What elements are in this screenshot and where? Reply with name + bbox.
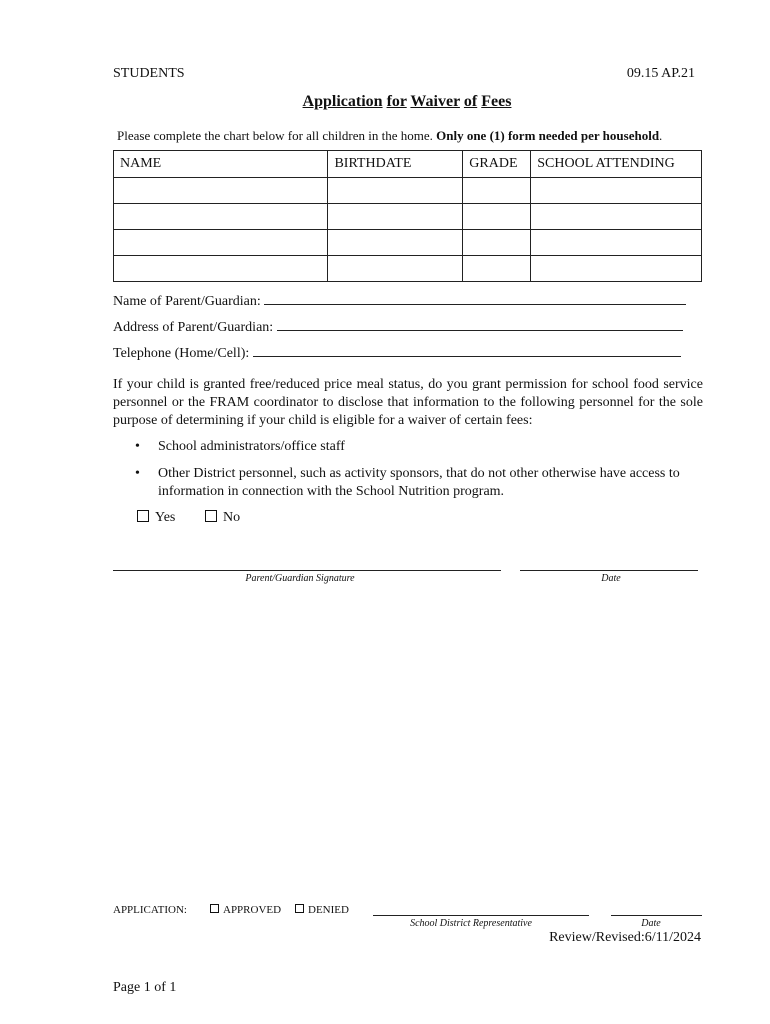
col-header-grade: GRADE	[463, 151, 531, 178]
page-number: Page 1 of 1	[113, 980, 177, 995]
approved-option[interactable]	[210, 904, 281, 916]
table-row	[114, 178, 702, 204]
list-item: • Other District personnel, such as activity sponsors, that do not other otherwise have access to information in connection with the School Nutrition program.	[113, 465, 703, 501]
approved-checkbox[interactable]	[210, 904, 219, 913]
representative-caption: School District Representative	[410, 918, 532, 929]
grade-cell[interactable]	[463, 204, 531, 230]
telephone-label: Telephone (Home/Cell):	[113, 346, 250, 361]
table-row	[114, 256, 702, 282]
permission-question: If your child is granted free/reduced price meal status, do you grant permission for school food service personnel or the FRAM coordinator to disclose that information to the following personnel for the sole purpose of determining if your child is eligible for a waiver of certain fees:	[113, 377, 703, 428]
no-label: No	[223, 510, 241, 525]
approved-label: APPROVED	[223, 904, 282, 916]
instructions-end: .	[659, 128, 663, 143]
personnel-list	[113, 438, 703, 510]
school-cell[interactable]	[531, 256, 702, 282]
table-row	[114, 230, 702, 256]
birthdate-cell[interactable]	[328, 256, 463, 282]
office-application-label: APPLICATION:	[113, 904, 187, 916]
parent-name-label: Name of Parent/Guardian:	[113, 294, 261, 309]
col-header-school: SCHOOL ATTENDING	[531, 151, 702, 178]
representative-signature-line[interactable]	[373, 915, 589, 916]
yes-option[interactable]	[137, 510, 175, 526]
birthdate-cell[interactable]	[328, 230, 463, 256]
telephone-field[interactable]	[253, 344, 681, 357]
title-word: of	[463, 93, 478, 110]
parent-address-field[interactable]	[277, 318, 683, 331]
school-cell[interactable]	[531, 204, 702, 230]
page-title	[0, 93, 770, 111]
title-word: Application	[302, 93, 383, 110]
denied-option[interactable]	[295, 904, 349, 916]
section-label: STUDENTS	[113, 66, 185, 81]
instructions-bold: Only one (1) form needed per household	[436, 128, 660, 143]
list-item: • School administrators/office staff	[113, 438, 703, 456]
grade-cell[interactable]	[463, 178, 531, 204]
no-option[interactable]	[205, 510, 240, 526]
name-cell[interactable]	[114, 230, 328, 256]
revision-date: Review/Revised:6/11/2024	[549, 930, 701, 945]
no-checkbox[interactable]	[205, 510, 217, 522]
instructions-text: Please complete the chart below for all children in the home.	[117, 128, 437, 143]
yes-label: Yes	[155, 510, 176, 525]
yes-checkbox[interactable]	[137, 510, 149, 522]
parent-name-field[interactable]	[264, 292, 686, 305]
office-date-caption: Date	[641, 918, 661, 929]
children-table	[113, 150, 702, 282]
office-date-line[interactable]	[611, 915, 702, 916]
parent-signature-line[interactable]	[113, 570, 501, 571]
denied-checkbox[interactable]	[295, 904, 304, 913]
birthdate-cell[interactable]	[328, 204, 463, 230]
name-cell[interactable]	[114, 256, 328, 282]
parent-signature-caption: Parent/Guardian Signature	[245, 573, 355, 584]
title-word: for	[386, 93, 407, 110]
name-cell[interactable]	[114, 178, 328, 204]
grade-cell[interactable]	[463, 256, 531, 282]
instructions	[117, 128, 662, 144]
parent-address-row	[113, 318, 683, 336]
parent-name-row	[113, 292, 686, 310]
telephone-row	[113, 344, 681, 362]
school-cell[interactable]	[531, 230, 702, 256]
parent-date-line[interactable]	[520, 570, 698, 571]
col-header-name: NAME	[114, 151, 328, 178]
table-row	[114, 204, 702, 230]
col-header-birthdate: BIRTHDATE	[328, 151, 463, 178]
birthdate-cell[interactable]	[328, 178, 463, 204]
name-cell[interactable]	[114, 204, 328, 230]
parent-date-caption: Date	[601, 573, 621, 584]
title-word: Fees	[481, 93, 512, 110]
title-word: Waiver	[410, 93, 460, 110]
parent-address-label: Address of Parent/Guardian:	[113, 320, 274, 335]
grade-cell[interactable]	[463, 230, 531, 256]
policy-code: 09.15 AP.21	[626, 66, 695, 81]
table-header-row	[114, 151, 702, 178]
school-cell[interactable]	[531, 178, 702, 204]
denied-label: DENIED	[308, 904, 349, 916]
